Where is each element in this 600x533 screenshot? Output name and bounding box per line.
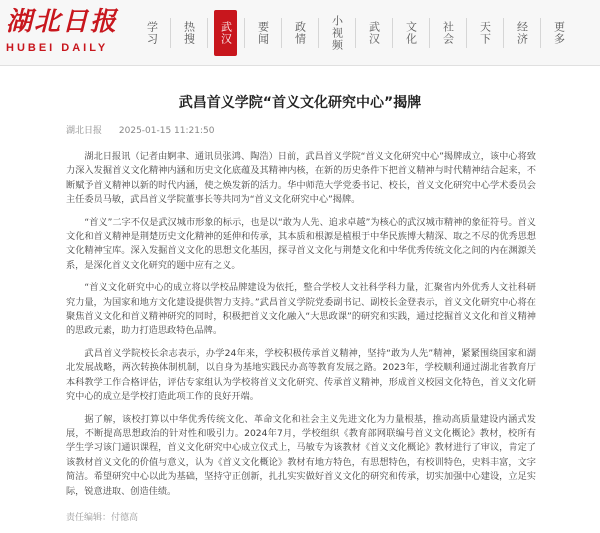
article-paragraph: “首义”二字不仅是武汉城市形象的标示，也是以“敢为人先、追求卓越”为核心的武汉城市精神的象征符号。首义文化和首义精神是荆楚历史文化精神的延伸和传承，其本质和根源是植根于中华民族博大精深、取之不尽的优秀思想文化精神宝库。深入发掘首义文化的思想文化基因，探寻首义文化与荆楚文化和中华优秀传统文化之间的内在渊源关系，是深化首义文化研究的题中应有之义。 xyxy=(66,216,536,271)
article-paragraph: 武昌首义学院校长余志表示，办学24年来，学校积极传承首义精神，坚持“敢为人先”精神，紧紧围绕国家和湖北发展战略，两次转换体制机制，以自身为基地实践民办高等教育发展之路。2023年，学校顺利通过湖北省教育厅本科教学工作合格评估，评估专家组认为学校将首义文化研究、传承首义精神，形成首义校园文化特色，首义文化研究中心的成立是学校打造此项工作的良好开端。 xyxy=(66,347,536,403)
article-body xyxy=(66,150,536,507)
nav-item-culture[interactable]: 文化 xyxy=(404,21,418,45)
nav-item-wuhan[interactable]: 武汉 xyxy=(367,21,381,45)
nav-item-politics[interactable]: 政情 xyxy=(293,21,307,45)
nav-item-more[interactable]: 更多 xyxy=(552,21,566,45)
article-meta xyxy=(66,123,228,136)
article-paragraph: 据了解，该校打算以中华优秀传统文化、革命文化和社会主义先进文化为力量根基，推动高质量建设内涵式发展，不断提高思想政治的针对性和吸引力。2024年7月，学校组织《教育部网联编号首义文化概论》教材，校所有学生学习该门通识课程，首义文化研究中心成立仪式上，马敏专为该教材《首义文化概论》教材进行了审议，肯定了该教材首义文化的价值与意义，认为《首义文化概论》教材有地方特色，有思想特色，有校训特色，史料丰富，文字简洁。希望研究中心以此为基础，坚持守正创新，扎扎实实做好首义文化的研究和传承，切实加强中心建设，立足实际，锐意进取、创造佳绩。 xyxy=(66,413,536,497)
nav-item-world[interactable]: 天下 xyxy=(478,21,492,45)
site-logo[interactable] xyxy=(6,6,124,60)
nav-item-economy[interactable]: 经济 xyxy=(515,21,529,45)
logo-english-text: HUBEI DAILY xyxy=(6,42,109,54)
article-title: 武昌首义学院“首义文化研究中心”揭牌 xyxy=(178,95,422,111)
article-source: 湖北日报 xyxy=(66,126,103,136)
nav-item-study[interactable]: 学习 xyxy=(145,21,159,45)
logo-chinese-text: 湖北日报 xyxy=(6,7,119,37)
article-editor: 责任编辑：付德高 xyxy=(66,513,139,523)
article-container xyxy=(0,66,600,533)
nav-item-trending[interactable]: 热搜 xyxy=(182,21,196,45)
nav-item-wuhan-active[interactable]: 武汉 xyxy=(214,10,237,56)
article-time: 2025-01-15 11:21:50 xyxy=(118,126,215,136)
nav-item-news[interactable]: 要闻 xyxy=(256,21,270,45)
article-paragraph: 湖北日报讯（记者由婀聿、通讯员张鸿、陶浩）日前，武昌首义学院“首义文化研究中心”揭牌成立，该中心将致力深入发掘首义文化精神内涵和历史文化底蕴及其精神内核，在新的历史条件下把首义精神与时代精神结合起来，不断赋予首义精神以新的时代内涵，使之焕发新的活力。华中师范大学党委书记、校长，首义文化研究中心学术委员会主任委员马敏，武昌首义学院董事长等共同为“首义文化研究中心”揭牌。 xyxy=(66,151,536,206)
site-header xyxy=(0,0,600,66)
nav-item-short-video[interactable]: 小视频 xyxy=(330,15,344,51)
article-paragraph: “首义文化研究中心的成立将以学校品牌建设为依托，整合学校人文社科学科力量，汇聚省内外优秀人文社科研究力量，为国家和地方文化建设提供智力支持。”武昌首义学院党委副书记、副校长金登表示，首义文化研究中心将在聚焦首义文化和首义精神研究的同时，积极把首义文化融入“大思政课”的研究和实践，通过挖掘首义文化和首义精神的思政元素，助力打造思政特色品牌。 xyxy=(66,282,536,337)
nav-item-society[interactable]: 社会 xyxy=(441,21,455,45)
